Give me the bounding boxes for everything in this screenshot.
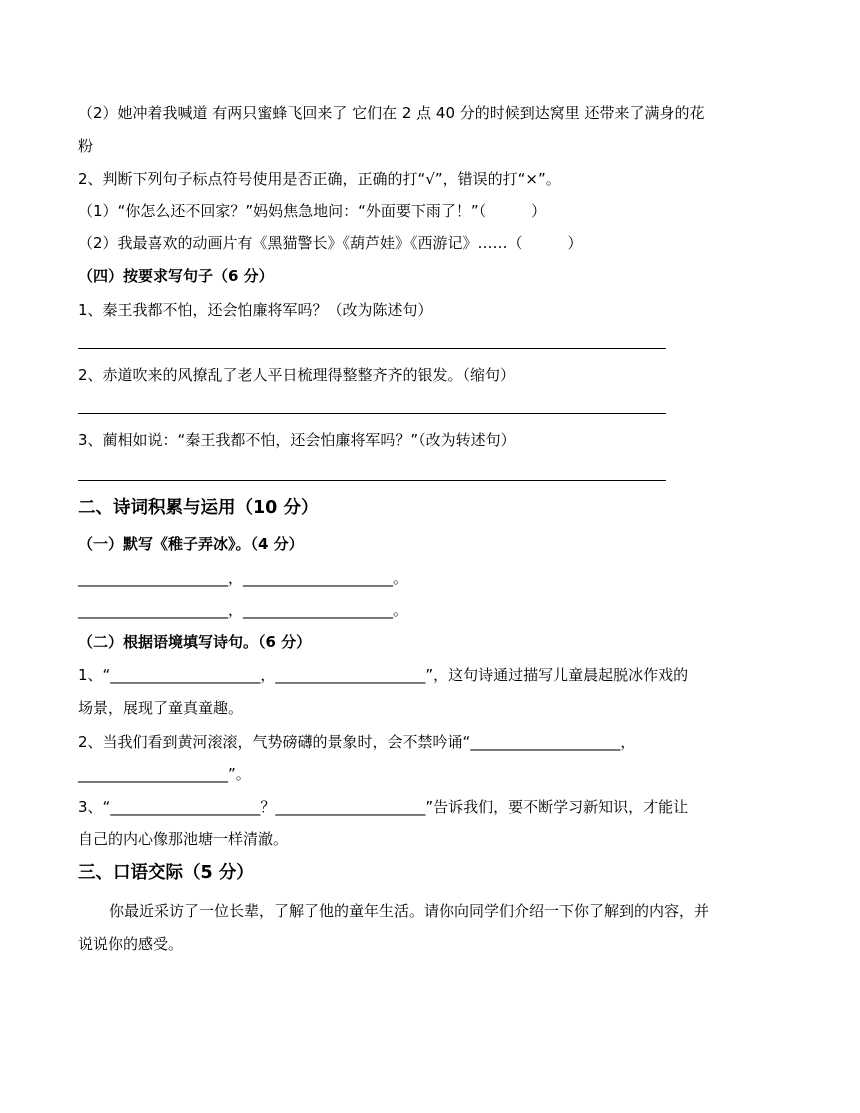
- question-text: 1、“____________________，____________________”，这句诗通过描写儿童晨起脱冰作戏的: [78, 666, 689, 684]
- paragraph-text: 说说你的感受。: [78, 935, 184, 953]
- question-text: 粉: [78, 137, 94, 155]
- paragraph-text: 你最近采访了一位长辈，了解了他的童年生活。请你向同学们介绍一下你了解到的内容，并: [109, 902, 710, 920]
- answer-line[interactable]: [78, 480, 666, 481]
- blank-line[interactable]: ____________________，____________________。: [78, 569, 409, 587]
- section-heading: （一）默写《稚子弄冰》。（4 分）: [78, 535, 304, 553]
- question-text: 场景，展现了童真童趣。: [78, 699, 244, 717]
- section-title: 二、诗词积累与运用（10 分）: [78, 498, 319, 518]
- section-heading: （四）按要求写句子（6 分）: [78, 267, 274, 285]
- question-text: （2）我最喜欢的动画片有《黑猫警长》《葫芦娃》《西游记》……（ ）: [78, 234, 583, 252]
- question-text: （2）她冲着我喊道 有两只蜜蜂飞回来了 它们在 2 点 40 分的时候到达窝里 还带来了满身的花: [78, 104, 705, 122]
- answer-line[interactable]: [78, 413, 666, 414]
- question-text: 3、“____________________？____________________”告诉我们，要不断学习新知识，才能让: [78, 798, 689, 816]
- question-text: 1、秦王我都不怕，还会怕廉将军吗？（改为陈述句）: [78, 301, 433, 319]
- blank-line[interactable]: ____________________”。: [78, 765, 251, 783]
- question-text: 2、赤道吹来的风撩乱了老人平日梳理得整整齐齐的银发。（缩句）: [78, 366, 516, 384]
- question-text: 2、当我们看到黄河滚滚，气势磅礴的景象时，会不禁吟诵“____________________，: [78, 733, 636, 751]
- section-heading: （二）根据语境填写诗句。（6 分）: [78, 633, 312, 651]
- question-text: （1）“你怎么还不回家？”妈妈焦急地问：“外面要下雨了！”（ ）: [78, 202, 547, 220]
- answer-line[interactable]: [78, 348, 666, 349]
- question-text: 自己的内心像那池塘一样清澈。: [78, 830, 289, 848]
- section-title: 三、口语交际（5 分）: [78, 863, 254, 883]
- question-text: 3、蔺相如说：“秦王我都不怕，还会怕廉将军吗？”（改为转述句）: [78, 431, 516, 449]
- question-text: 2、判断下列句子标点符号使用是否正确，正确的打“√”，错误的打“×”。: [78, 170, 561, 188]
- blank-line[interactable]: ____________________，____________________。: [78, 601, 409, 619]
